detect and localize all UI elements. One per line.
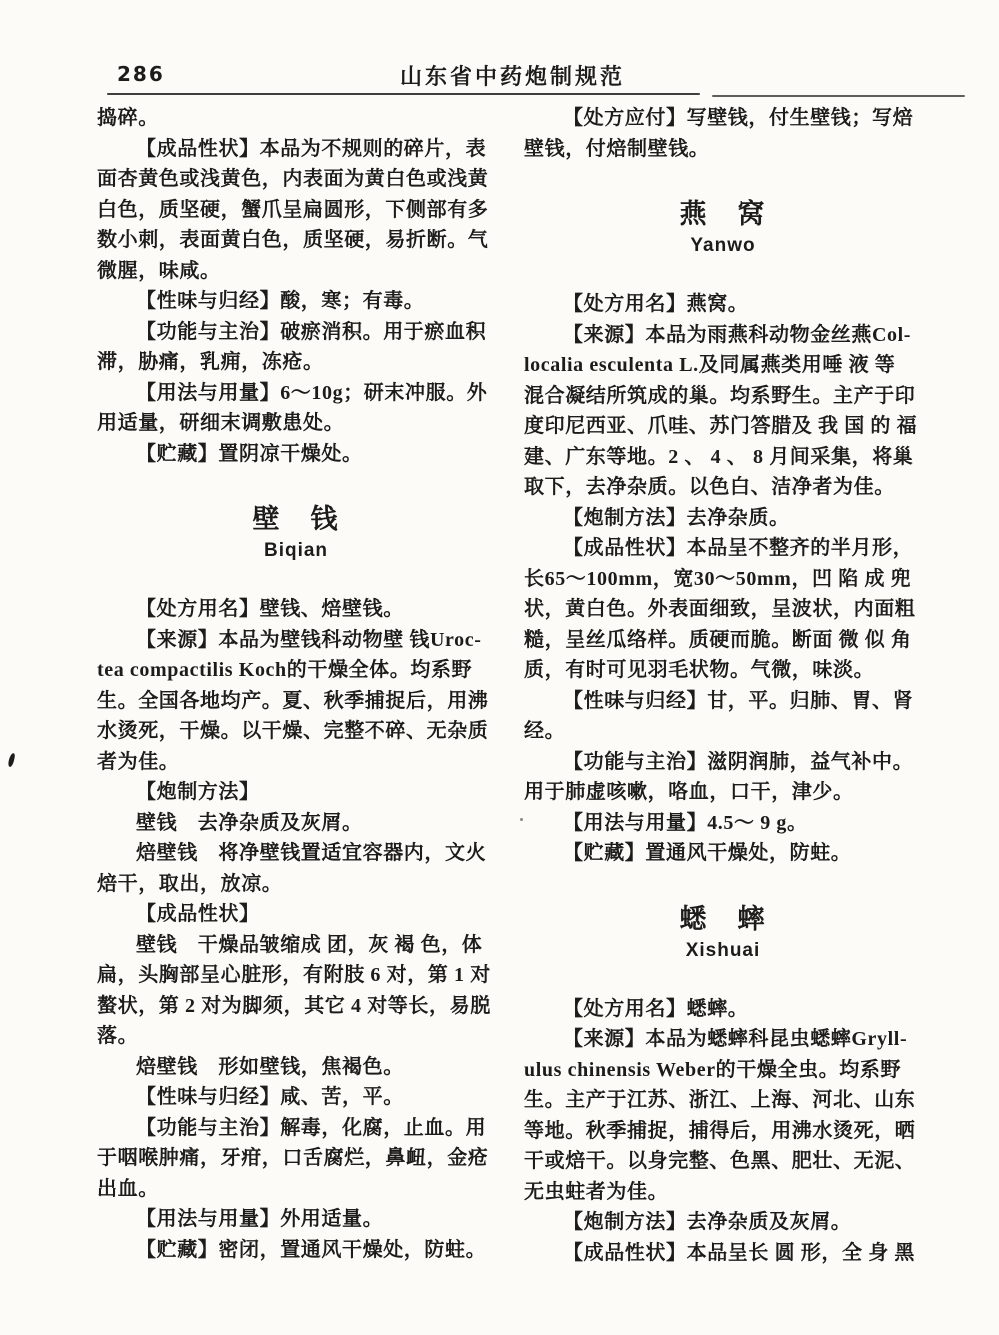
body-line: 【用法与用量】6～10g；研末冲服。外 <box>136 381 488 404</box>
body-line: localia esculenta L.及同属燕类用唾 液 等 <box>524 354 896 376</box>
body-line: 度印尼西亚、爪哇、苏门答腊及 我 国 的 福 <box>524 415 918 437</box>
body-line: 【性味与归经】酸，寒；有毒。 <box>136 290 425 312</box>
body-line: 【成品性状】本品为不规则的碎片，表 <box>136 137 487 160</box>
right-text-column <box>524 103 922 1268</box>
body-line: 【处方应付】写壁钱，付生壁钱；写焙 <box>563 107 914 129</box>
scan-ink-dot <box>520 818 523 821</box>
entry-title-pinyin: Xishuai <box>685 939 761 961</box>
body-line: 【处方用名】壁钱、焙壁钱。 <box>136 598 404 620</box>
body-line: 【性味与归经】咸、苦，平。 <box>136 1086 404 1108</box>
body-line: 无虫蛀者为佳。 <box>524 1180 669 1203</box>
body-line: 【处方用名】蟋蟀。 <box>563 997 749 1020</box>
body-line: 壁钱，付焙制壁钱。 <box>524 137 710 160</box>
entry-title-pinyin: Biqian <box>263 540 329 561</box>
body-line: 建、广东等地。2 、 4 、 8 月间采集，将巢 <box>524 445 914 468</box>
body-line: 【处方用名】燕窝。 <box>563 293 749 315</box>
body-line: 【成品性状】 <box>136 903 260 925</box>
entry-title-pinyin: Yanwo <box>690 235 756 256</box>
body-line: 取下，去净杂质。以色白、洁净者为佳。 <box>524 476 895 498</box>
body-line: 质，有时可见羽毛状物。气微，味淡。 <box>524 659 875 681</box>
entry-heading <box>97 502 495 566</box>
header-rule-right-segment <box>712 95 965 97</box>
body-line: 滞，胁痛，乳痈，冻疮。 <box>97 351 324 373</box>
body-line: 等地。秋季捕捉，捕得后，用沸水烫死，晒 <box>524 1119 916 1142</box>
body-line: 生。主产于江苏、浙江、上海、河北、山东 <box>524 1089 916 1111</box>
body-line: 糙，呈丝瓜络样。质硬而脆。断面 微 似 角 <box>524 628 912 651</box>
body-line: 生。全国各地均产。夏、秋季捕捉后，用沸 <box>97 689 489 712</box>
body-line: 混合凝结所筑成的巢。均系野生。主产于印 <box>524 384 916 407</box>
body-line: 焙壁钱 将净壁钱置适宜容器内，文火 <box>136 842 487 864</box>
body-line: 微腥，味咸。 <box>97 259 221 282</box>
body-line: 壁钱 干燥品皱缩成 团，灰 褐 色，体 <box>136 933 483 956</box>
body-line: 【性味与归经】甘，平。归肺、胃、肾 <box>563 689 914 712</box>
body-line: 焙壁钱 形如壁钱，焦褐色。 <box>136 1055 404 1078</box>
body-line: 【来源】本品为壁钱科动物壁 钱Uroc- <box>136 628 482 651</box>
body-line: 用适量，研细末调敷患处。 <box>97 412 345 434</box>
body-line: 面杏黄色或浅黄色，内表面为黄白色或浅黄 <box>97 168 489 190</box>
body-line: 者为佳。 <box>97 750 180 773</box>
body-line: 【炮制方法】去净杂质及灰屑。 <box>563 1211 852 1233</box>
body-line: 状，黄白色。外表面细致，呈波状，内面粗 <box>524 598 916 620</box>
body-line: 螯状，第 2 对为脚须，其它 4 对等长，易脱 <box>97 994 491 1017</box>
entry-title-zh: 壁 钱 <box>252 504 340 534</box>
body-line: 【功能与主治】滋阴润肺，益气补中。 <box>563 750 914 773</box>
entry-heading <box>524 197 922 261</box>
body-line: 经。 <box>524 720 566 742</box>
body-line: 【炮制方法】去净杂质。 <box>563 506 790 529</box>
entry-heading <box>524 902 922 966</box>
body-line: 【贮藏】置通风干燥处，防蛀。 <box>563 842 852 864</box>
header-rule-left-segment <box>107 93 700 95</box>
body-line: 长65～100mm，宽30～50mm，凹 陷 成 兜 <box>524 567 912 590</box>
body-line: 水烫死，干燥。以干燥、完整不碎、无杂质 <box>97 720 489 742</box>
body-line: 用于肺虚咳嗽，咯血，口干，津少。 <box>524 781 854 803</box>
body-line: tea compactilis Koch的干燥全体。均系野 <box>97 659 473 681</box>
body-line: 焙干，取出，放凉。 <box>97 872 283 895</box>
running-header-title: 山东省中药炮制规范 <box>399 64 625 89</box>
body-line: 捣碎。 <box>97 107 159 129</box>
body-line: 白色，质坚硬，蟹爪呈扁圆形，下侧部有多 <box>97 198 489 221</box>
body-line: 壁钱 去净杂质及灰屑。 <box>136 811 363 834</box>
body-line: 【用法与用量】4.5～ 9 g。 <box>563 811 808 834</box>
body-line: 【成品性状】本品呈不整齐的半月形， <box>563 537 914 559</box>
body-line: 干或焙干。以身完整、色黑、肥壮、无泥、 <box>524 1150 916 1172</box>
body-line: 落。 <box>97 1025 139 1047</box>
body-line: 于咽喉肿痛，牙疳，口舌腐烂，鼻衄，金疮 <box>97 1147 489 1169</box>
entry-title-zh: 燕 窝 <box>679 199 767 229</box>
body-line: 【功能与主治】解毒，化腐，止血。用 <box>136 1116 487 1139</box>
body-line: 【贮藏】置阴凉干燥处。 <box>136 442 363 465</box>
page-number: 286 <box>117 62 165 86</box>
body-line: 扁，头胸部呈心脏形，有附肢 6 对，第 1 对 <box>97 964 491 986</box>
left-text-column <box>97 103 495 1265</box>
body-line: 【来源】本品为蟋蟀科昆虫蟋蟀Gryll- <box>563 1028 908 1050</box>
scan-ink-speck <box>7 753 15 768</box>
entry-title-zh: 蟋 蟀 <box>679 903 767 934</box>
body-line: 数小刺，表面黄白色，质坚硬，易折断。气 <box>97 229 489 251</box>
body-line: 【来源】本品为雨燕科动物金丝燕Col- <box>563 323 912 346</box>
body-line: 【用法与用量】外用适量。 <box>136 1208 384 1230</box>
body-line: 【炮制方法】 <box>136 781 260 803</box>
body-line: ulus chinensis Weber的干燥全虫。均系野 <box>524 1058 902 1081</box>
body-line: 【贮藏】密闭，置通风干燥处，防蛀。 <box>136 1238 487 1261</box>
body-line: 【功能与主治】破瘀消积。用于瘀血积 <box>136 320 487 343</box>
body-line: 出血。 <box>97 1177 159 1200</box>
body-line: 【成品性状】本品呈长 圆 形，全 身 黑 <box>563 1241 915 1264</box>
